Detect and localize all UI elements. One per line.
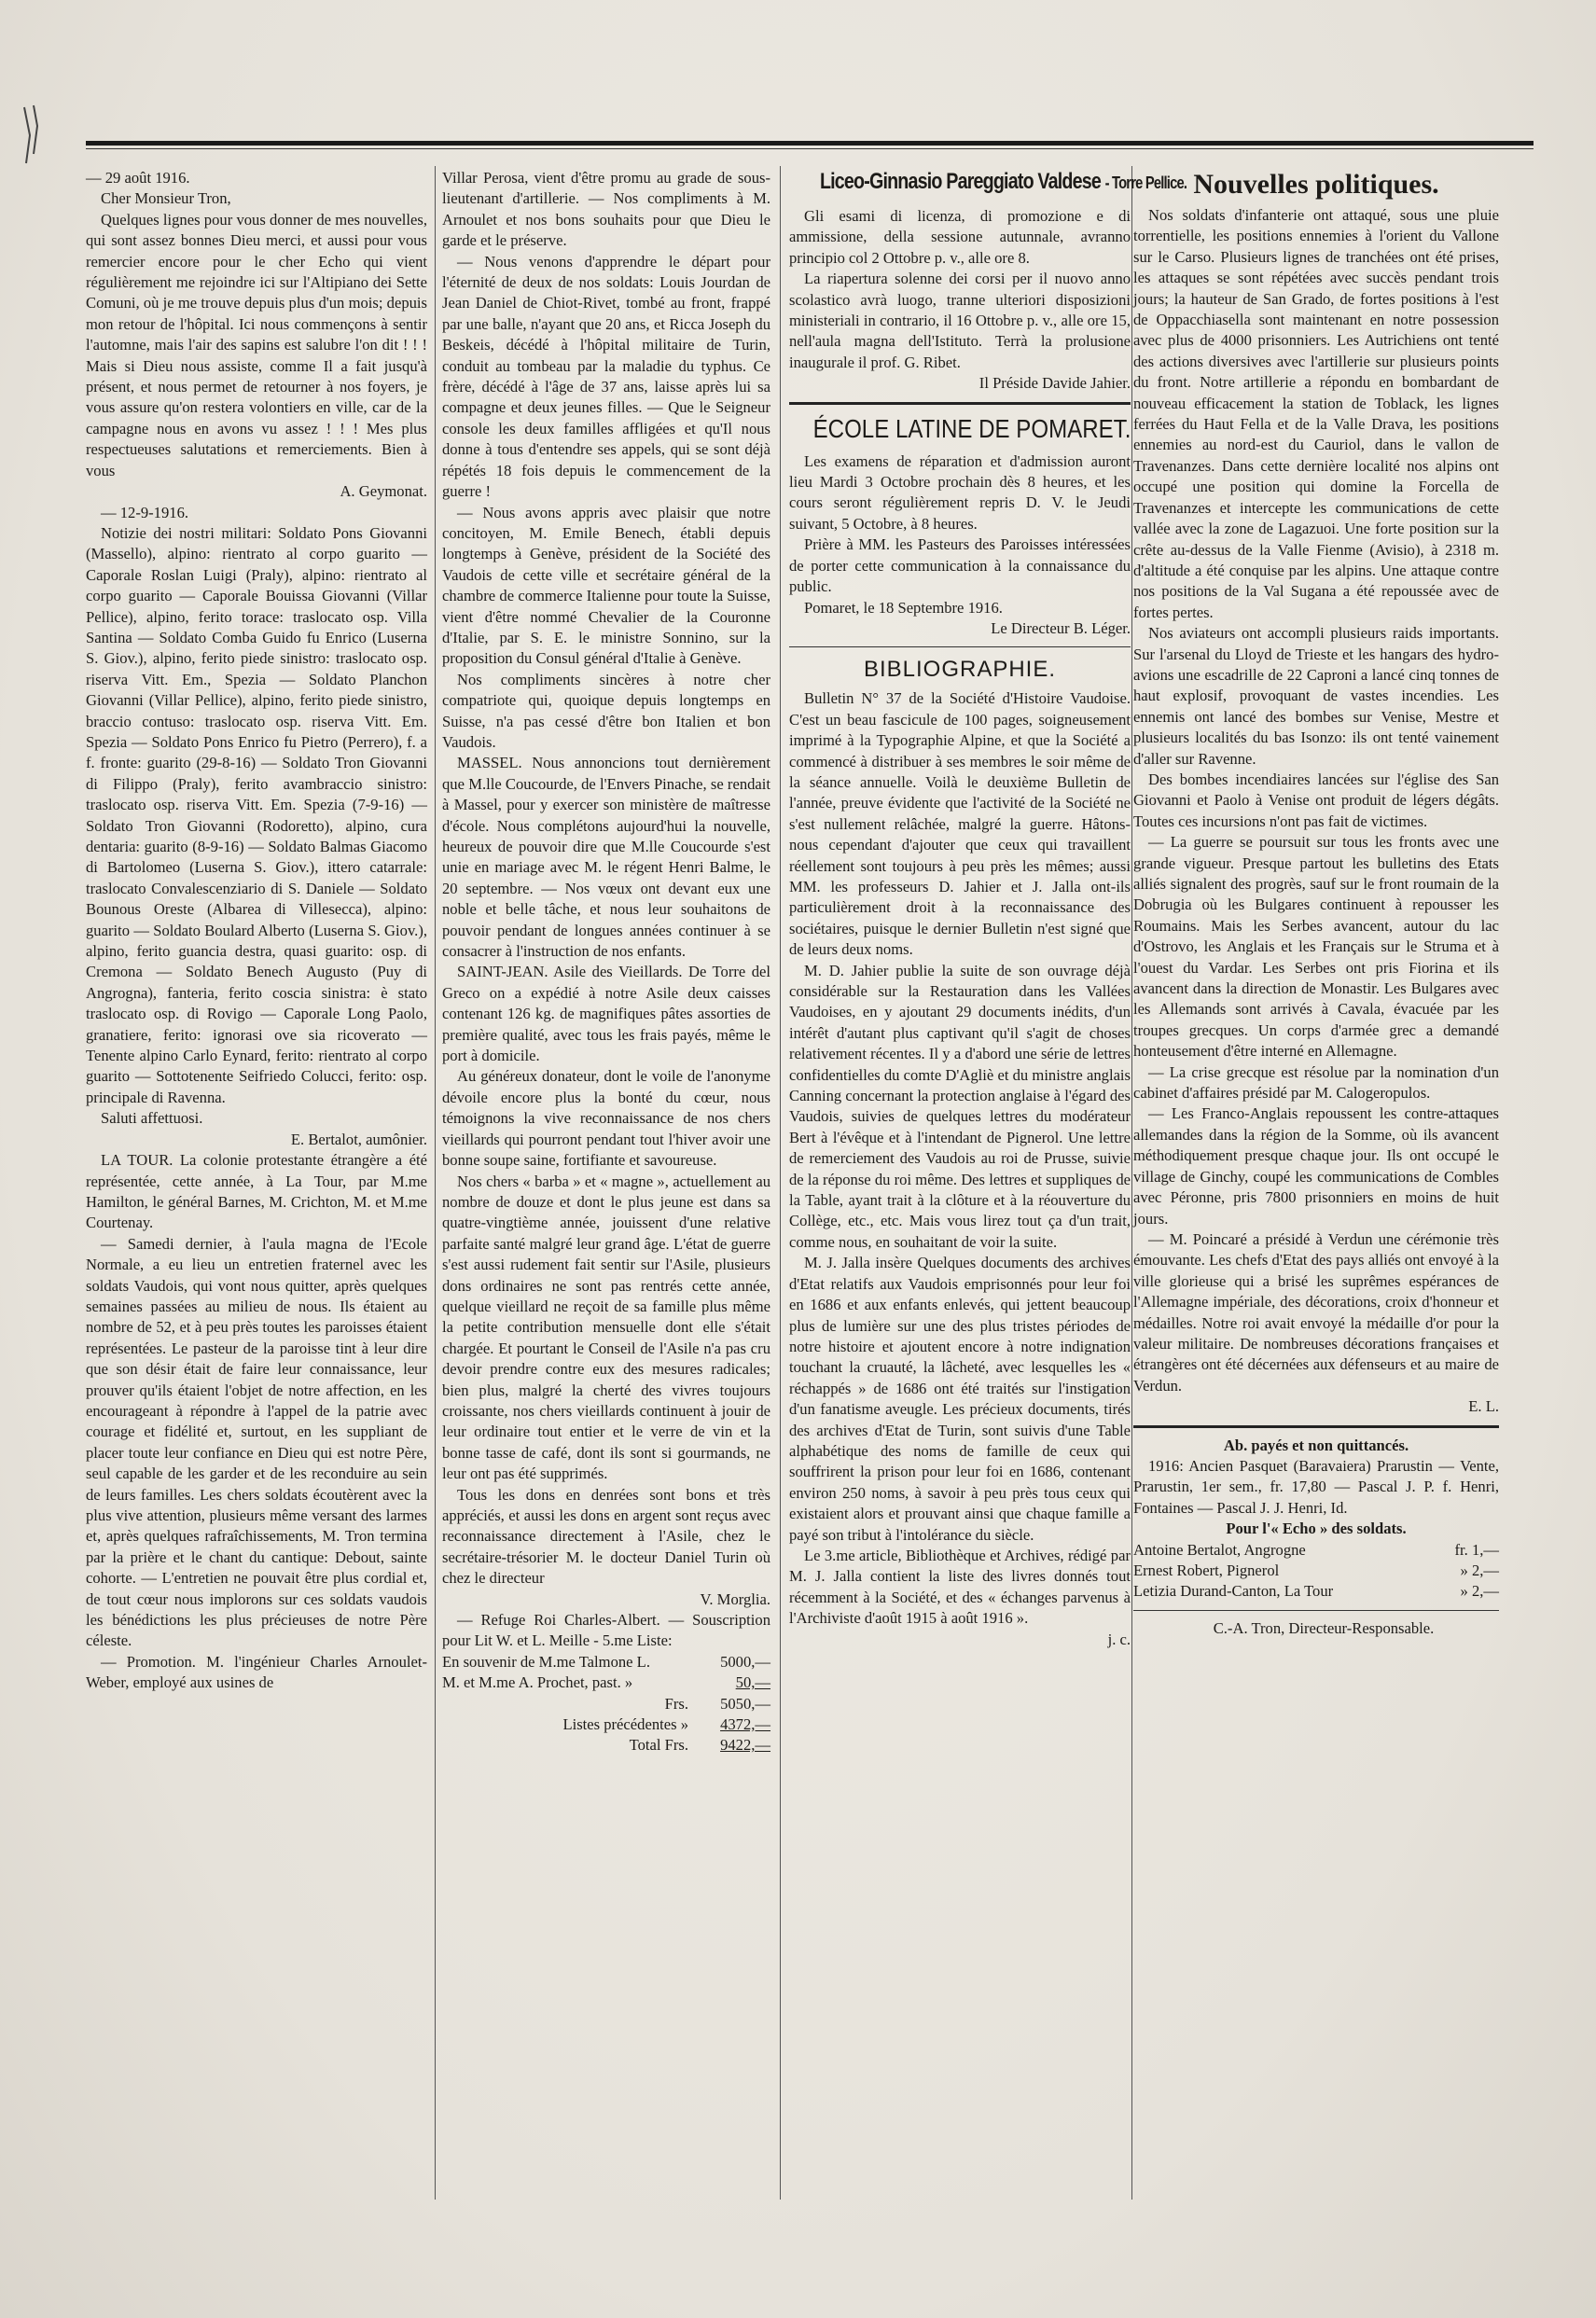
column-1	[86, 168, 427, 1694]
paragraph: Pomaret, le 18 Septembre 1916.	[804, 598, 1003, 617]
liceo-title: Liceo-Ginnasio Pareggiato Valdese	[819, 169, 1101, 194]
paragraph: — Samedi dernier, à l'aula magna de l'Ecole Normale, a eu lieu un entretien fraternel avec les soldats Vaudois, qui vont nous quitter, après quelques semaines passées au milieu de nous. Ils étaient au nombre de 52, et à peu près toutes les paroisses étaient représentées. Le pasteur de la paroisse tint à leur dire que son désir était de faire leur connaissance, leur prouver qu'ils étaient l'objet de notre affection, en les encourageant à répondre à l'appel de la patrie avec courage et fidélité et, surtout, en les suppliant de placer toute leur confiance en Dieu qui est notre Père, seul capable de les garder et de les reconduire au sein de leurs familles. Les chers soldats écoutèrent avec la plus vive attention, plusieurs même versant des larmes et, après quelques rafraîchissements, M. Tron termina par la prière et le chant du cantique: Debout, sainte cohorte. — L'entretien ne pouvait être plus cordial et, de tout cœur nous implorons sur ces soldats vaudois les bénédictions les plus précieuses de notre Père céleste.	[86, 1234, 427, 1650]
subscription-label: Frs.	[664, 1694, 688, 1713]
paragraph: Quelques lignes pour vous donner de mes nouvelles, qui sont assez bonnes Dieu merci, et aussi pour vous remercier encore pour le cher Echo qui vient régulièrement me rejoindre ici sur l'Altipiano dei Sette Comuni, où je me trouve depuis plus d'un mois; depuis mon retour de l'hôpital. Ici nous commençons à sentir l'automne, mais l'air des sapins est salubre l'on dit ! ! ! Mais si Dieu nous assiste, comme Il a fait jusqu'à présent, et nous permet de retourner à nos foyers, je vous assure qu'on restera volontiers en ville, car de la campagne nous en avons vu assez ! ! ! Mes plus respectueuses salutations et remerciements. Bien à vous	[86, 210, 427, 479]
nouvelles-text	[1133, 205, 1499, 1396]
column-separator	[435, 166, 436, 2200]
paragraph: Prière à MM. les Pasteurs des Paroisses intéressées de porter cette communication à la connaissance du public.	[789, 535, 1131, 596]
column-2	[442, 168, 770, 1756]
paragraph: Saluti affettuosi.	[101, 1109, 203, 1128]
paragraph: Le 3.me article, Bibliothèque et Archives, rédigé par M. J. Jalla contient la liste des livres donnés tout récemment à la Société, et des « échanges parvenus à l'Archiviste d'août 1915 à août 1916 ».	[789, 1546, 1131, 1628]
paragraph: Notizie dei nostri militari: Soldato Pons Giovanni (Massello), alpino: rientrato al corpo guarito — Caporale Roslan Luigi (Praly), alpino: rientrato al corpo guarito — Caporale Bouissa Giovanni (Villar Pellice), alpino, ferito torace: traslocato osp. Villa Santina — Soldato Comba Guido fu Enrico (Luserna S. Giov.), alpino, ferito piede sinistro: traslocato osp. riserva Vitt. Em., Spezia — Soldato Planchon Giovanni (Villar Pellice), alpino, ferito piede sinistro, braccio contuso: traslocato osp. riserva Vitt. Em. Spezia — Soldato Pons Enrico fu Pietro (Perrero), f. a f. fronte: guarito (29-8-16) — Soldato Tron Giovanni di Filippo (Praly), ferito avambraccio sinistro: traslocato osp. riserva Vitt. Em. Spezia (7-9-16) — Soldato Tron Giovanni (Rodoretto), alpino, cura dentaria: guarito (8-9-16) — Soldato Balmas Giacomo di Bartolomeo (Luserna S. Giov.), ittero catarrale: traslocato Convalescenziario di S. Daniele — Soldato Bounous Oreste (Albarea di Villesecca), alpino: guarito — Soldato Boulard Alberto (Luserna S. Giov.), alpino, ferito guancia destra, quasi guarito: osp. di Cremona — Soldato Benech Augusto (Puy di Angrogna), fanteria, ferito coscia sinistra: è stato traslocato osp. di Rovigo — Caporale Long Paolo, granatiere, ferito: ignorasi ove sia ricoverato — Tenente alpino Carlo Eynard, ferito: rientrato al corpo guarito — Sottotenente Seifriedo Colucci, ferito: osp. principale di Ravenna.	[86, 523, 427, 1106]
paragraph: Les examens de réparation et d'admission auront lieu Mardi 3 Octobre prochain dès 8 heures, et les cours seront régulièrement repris D. V. le Jeudi suivant, 5 Octobre, à 8 heures.	[789, 451, 1131, 533]
paragraph: Gli esami di licenza, di promozione e di ammissione, della sessione autunnale, avranno principio col 2 Ottobre p. v., alle ore 8.	[789, 207, 1131, 267]
nouvelles-signature: E. L.	[1468, 1397, 1499, 1416]
paragraph: — Nous avons appris avec plaisir que notre concitoyen, M. Emile Benech, établi depuis longtemps à Genève, président de la Société des Vaudois de cette ville et secrétaire général de la chambre de commerce Italienne pour toute la Suisse, vient d'être nommé Chevalier de la Couronne d'Italie, par S. E. le ministre Sonnino, sur la proposition du Consul général d'Italie à Genève.	[442, 503, 770, 668]
abonnements-text	[1133, 1456, 1499, 1519]
paragraph: Il Préside Davide Jahier.	[978, 374, 1131, 393]
paragraph: A. Geymonat.	[340, 482, 427, 501]
paragraph: — 12-9-1916.	[101, 503, 189, 521]
column-separator	[780, 166, 781, 2200]
echo-donation-row	[1133, 1561, 1499, 1581]
subscription-amount: 5000,—	[720, 1652, 770, 1671]
section-divider	[789, 402, 1131, 405]
section-divider	[789, 646, 1131, 647]
paragraph: Tous les dons en denrées sont bons et très appréciés, et aussi les dons en argent sont reçus avec reconnaissance directement à l'Asile, chez le secrétaire-trésorier M. le docteur Daniel Turin où chez le directeur	[442, 1485, 770, 1588]
paragraph: — M. Poincaré a présidé à Verdun une cérémonie très émouvante. Les chefs d'Etat des pays alliés ont envoyé à la ville glorieuse qui a brisé les suprêmes espérances de l'Allemagne impériale, des décorations, croix d'honneur et médailles. Notre roi avait envoyé la médaille d'or pour la valeur militaire. De nombreuses décorations françaises et étrangères ont été décernées aux défenseurs et au maire de Verdun.	[1133, 1229, 1499, 1395]
top-rule-thin	[86, 148, 1534, 149]
director-signature: C.-A. Tron, Directeur-Responsable.	[1213, 1618, 1435, 1637]
paragraph: Nos compliments sincères à notre cher compatriote qui, quoique depuis longtemps en Suisse, n'a pas cessé d'être bon Italien et bon Vaudois.	[442, 670, 770, 751]
subscription-row	[442, 1735, 770, 1756]
paragraph: Nos soldats d'infanterie ont attaqué, sous une pluie torrentielle, les positions ennemies à l'orient du Vallone sur le Carso. Plusieurs lignes de tranchées ont été prises, les attaques se sont répétées avec succès pendant trois jours; la hauteur de San Grado, de fortes positions à l'est de Oppacchiasella sont maintenant en notre possession avec plus de 4000 prisonniers. Les Autrichiens ont tenté des actions diversives avec l'artillerie sur plusieurs points du front. Notre artillerie a répondu en bombardant de nouveau efficacement la station de Toblack, les lignes ferrées du Haut Fella et de la Valle Drava, les positions ennemies au nord-est du Cauriol, dans le vallon de Travenanzes. Dans cette dernière localité nos alpins ont occupé une position qui domine la Forcella de Travenanzes et intercepte les communications de cette vallée avec la zone de Lagazuoi. Une forte position sur la crête au-dessus de la Valle Fienme (Avisio), à 2318 m. d'altitude a été conquise par les alpins. Une attaque contre nos positions de la Val Sugana a été repoussée avec de fortes pertes.	[1133, 206, 1499, 621]
donor-name: Antoine Bertalot, Angrogne	[1133, 1540, 1306, 1559]
paragraph: Cher Monsieur Tron,	[101, 189, 231, 208]
subscription-label: Total Frs.	[629, 1736, 688, 1755]
margin-pencil-mark	[17, 98, 50, 182]
paragraph: — La guerre se poursuit sur tous les fronts avec une grande vigueur. Presque partout les bulletins des Etats alliés signalent des progrès, sauf sur le front roumain de la Dobrugia où les Bulgares continuent à repousser les Roumains. Mais les Serbes avancent, autour du lac d'Ostrovo, les Anglais et les Français sur le Struma et à l'ouest du Vardar. Les Serbes ont pris Fiorina et ils avancent dans la direction de Monastir. Les Bulgares avec les Allemands sont arrivés à Cavala, évacuée par les troupes grecques. Un corps d'armée grec a demandé honteusement d'être interné en Allemagne.	[1133, 833, 1499, 1061]
echo-donations-list	[1133, 1540, 1499, 1603]
paragraph: Au généreux donateur, dont le voile de l'anonyme dévoile encore plus la bonté du cœur, nous témoignons la vive reconnaissance de nos chers vieillards qui pourront pendant tout l'hiver avoir une bonne soupe saine, fortifiante et savoureuse.	[442, 1067, 770, 1170]
paragraph: Nos aviateurs ont accompli plusieurs raids importants. Sur l'arsenal du Lloyd de Trieste et les hangars des hydro-avions une escadrille de 22 Caproni a lancé cinq tonnes de haut explosif, provoquant de vastes incendies. Les ennemis ont lancé des bombes sur Venise, Mestre et plusieurs localités du bas Isonzo: ils ont tenté vainement d'aller sur Ravenne.	[1133, 624, 1499, 768]
ecole-heading: ÉCOLE LATINE DE POMARET.	[812, 413, 1131, 443]
paragraph: M. D. Jahier publie la suite de son ouvrage déjà considérable sur la Restauration dans les Vallées Vaudoises, en y ajoutant 29 documents inédits, d'un intérêt d'autant plus captivant qu'il s'agit de choses relativement récentes. Il y a d'abord une série de lettres confidentielles du comte D'Agliè et du ministre anglais Canning concernant la protection anglaise à l'égard des Vaudois, suivies de quelques lettres du modérateur Bert à l'évêque et à l'intendant de Pignerol. Une lettre de remerciement des Vaudois au roi de Prusse, suivie de la réponse du roi même. Des lettres et suppliques de la Table, ayant trait à la clôture et à la réouverture du Collège, etc., etc. Mais vous lirez tout ça d'un trait, comme nous, en souhaitant de voir la suite.	[789, 961, 1131, 1251]
subscription-label: Listes précédentes »	[562, 1715, 688, 1734]
paragraph: — Refuge Roi Charles-Albert. — Souscription pour Lit W. et L. Meille - 5.me Liste:	[442, 1611, 770, 1650]
section-divider	[1133, 1425, 1499, 1428]
column-2-text	[442, 168, 770, 1652]
paragraph: LA TOUR. La colonie protestante étrangère a été représentée, cette année, à La Tour, par M.me Hamilton, le général Barnes, M. Crichton, M. et M.me Courtenay.	[86, 1151, 427, 1232]
paragraph: — 29 août 1916.	[86, 169, 190, 187]
nouvelles-heading: Nouvelles politiques.	[1193, 169, 1439, 200]
donor-name: Letizia Durand-Canton, La Tour	[1133, 1582, 1334, 1601]
paragraph: — Promotion. M. l'ingénieur Charles Arnoulet-Weber, employé aux usines de	[86, 1652, 427, 1692]
subscription-row	[442, 1673, 770, 1693]
paragraph: Villar Perosa, vient d'être promu au grade de sous-lieutenant d'artillerie. — Nos compliments à M. Arnoulet et nos bons souhaits pour que Dieu le garde et le préserve.	[442, 169, 770, 250]
subscription-amount: 4372,—	[720, 1715, 770, 1734]
liceo-heading	[819, 168, 1187, 197]
donation-amount: » 2,—	[1460, 1582, 1499, 1601]
subscription-row	[442, 1694, 770, 1714]
section-divider	[1133, 1610, 1499, 1611]
paragraph: — Les Franco-Anglais repoussent les contre-attaques allemandes dans la région de la Somme, où ils avancent méthodiquement presque chaque jour. Ils ont occupé le village de Ginchy, coupé les communications de Combles avec Péronne, pris 7800 prisonniers en moins de huit jours.	[1133, 1104, 1499, 1228]
column-4	[1133, 168, 1499, 1639]
subscription-list	[442, 1652, 770, 1756]
column-separator	[1131, 166, 1132, 2200]
subscription-row	[442, 1714, 770, 1735]
donation-amount: » 2,—	[1460, 1562, 1499, 1579]
paragraph: j. c.	[1107, 1630, 1131, 1648]
echo-donation-row	[1133, 1540, 1499, 1561]
abonnements-heading: Ab. payés et non quittancés.	[1223, 1436, 1409, 1454]
subscription-amount: 50,—	[735, 1673, 770, 1692]
echo-donation-row	[1133, 1581, 1499, 1602]
subscription-row	[442, 1652, 770, 1673]
liceo-text	[789, 206, 1131, 395]
paragraph: V. Morglia.	[700, 1589, 770, 1608]
paragraph: Le Directeur B. Léger.	[991, 618, 1131, 637]
paragraph: La riapertura solenne dei corsi per il nuovo anno scolastico avrà luogo, tranne ulteriori disposizioni ministeriali in contrario, il 16 Ottobre p. v., alle ore 15, nell'aula magna dell'Istituto. Terrà la prolusione inaugurale il prof. G. Ribet.	[789, 270, 1131, 371]
subscription-label: M. et M.me A. Prochet, past. »	[442, 1673, 633, 1692]
paragraph: Des bombes incendiaires lancées sur l'église des San Giovanni et Paolo à Venise ont produit de légers dégâts. Toutes ces incursions n'ont pas fait de victimes.	[1133, 770, 1499, 830]
paragraph: E. Bertalot, aumônier.	[290, 1130, 427, 1148]
donor-name: Ernest Robert, Pignerol	[1133, 1562, 1280, 1579]
subscription-amount: 9422,—	[720, 1736, 770, 1755]
top-rule	[86, 141, 1534, 146]
paragraph: MASSEL. Nous annoncions tout dernièrement que M.lle Coucourde, de l'Envers Pinache, se rendait à Massel, pour y exercer son ministère de maîtresse d'école. Nous complétons aujourd'hui la nouvelle, heureux de pouvoir dire que M.lle Coucourde s'est unie en mariage avec M. le régent Henri Balme, le 20 septembre. — Nos vœux ont devant eux une noble et belle tâche, et nous leur souhaitons de pouvoir pendant de longues années continuer à se consacrer à l'instruction de nos enfants.	[442, 754, 770, 961]
paragraph: Nos chers « barba » et « magne », actuellement au nombre de douze et dont le plus jeune est dans sa quatre-vingtième année, jouissent d'une relative parfaite santé malgré leur grand âge. L'état de guerre s'est aussi rudement fait sentir sur l'Asile, plusieurs dons ordinaires ne sont pas rentrés cette année, quelque vieillard ne reçoit de sa famille plus même la petite contribution mensuelle dont elle s'était chargée. Et pourtant le Conseil de l'Asile n'a pas cru devoir prendre contre eux des mesures radicales; bien plus, malgré la cherté des vivres toujours croissante, nos chers vieillards continuent à jouir de leur ordinaire tout entier et le verre de vin et la bonne tasse de café, dont ils sont si gourmands, ne leur ont pas été supprimés.	[442, 1172, 770, 1483]
column-3	[789, 168, 1187, 1650]
echo-heading: Pour l'« Echo » des soldats.	[1226, 1520, 1407, 1538]
paragraph: — La crise grecque est résolue par la nomination d'un cabinet d'affaires présidé par M. Calogeropulos.	[1133, 1062, 1499, 1103]
subscription-amount: 5050,—	[720, 1694, 770, 1713]
paragraph: 1916: Ancien Pasquet (Baravaiera) Prarustin — Vente, Prarustin, 1er sem., fr. 17,80 — Pascal J. P. f. Henri, Fontaines — Pascal J. J. Henri, Id.	[1133, 1456, 1499, 1517]
paragraph: Bulletin N° 37 de la Société d'Histoire Vaudoise. C'est un beau fascicule de 100 pages, soigneusement imprimé à la Typographie Alpine, et que la Société a commencé à distribuer à ses membres le soir même de la séance annuelle. Voilà le deuxième Bulletin de l'année, preuve évidente que l'activité de la Société ne s'est nullement relâchée, malgré la guerre. Hâtons-nous cependant d'ajouter que ceux qui travaillent réellement sont toujours à peu près les mêmes; aussi MM. les professeurs D. Jahier et J. Jalla ont-ils particulièrement droit à la reconnaissance des sociétaires, puisque le dernier Bulletin n'est signé que de leurs deux noms.	[789, 689, 1131, 959]
donation-amount: fr. 1,—	[1454, 1540, 1499, 1559]
biblio-heading: BIBLIOGRAPHIE.	[863, 657, 1057, 683]
liceo-place: - Torre Pellice.	[1104, 174, 1187, 192]
subscription-label: En souvenir de M.me Talmone L.	[442, 1652, 650, 1671]
paragraph: M. J. Jalla insère Quelques documents des archives d'Etat relatifs aux Vaudois emprisonnés pour leur foi en 1686 et aux enfants enlevés, qui jettent beaucoup plus de lumière sur une des plus tristes périodes de notre histoire et ajoutent encore à notre indignation touchant la cruauté, la lâcheté, avec lesquelles les « réchappés » de 1686 ont été traités sur l'instigation d'un fanatisme aveugle. Les précieux documents, tirés des archives d'Etat de Turin, sont suivis d'une Table alphabétique des noms de famille de ceux qui souffrirent la prison pour leur foi en 1686, contenant environ 250 noms, à savoir à peu près tous ceux qui existaient alors et prouvant ainsi que chaque famille a payé son tribut à l'intolérance du siècle.	[789, 1254, 1131, 1544]
paragraph: — Nous venons d'apprendre le départ pour l'éternité de deux de nos soldats: Louis Jourdan de Jean Daniel de Chiot-Rivet, tombé au front, frappé par une balle, n'ayant que 20 ans, et Ricca Joseph du Beskeis, décédé à l'hôpital militaire de Turin, conduit au tombeau par la maladie du typhus. Ce frère, décédé à l'âge de 37 ans, laisse après lui sa compagne et deux jeunes filles. — Que le Seigneur console les deux familles affligées et qu'Il nous donne à tous d'entendre ses appels, qui se sont déjà répétés 18 fois depuis le commencement de la guerre !	[442, 252, 770, 501]
paragraph: SAINT-JEAN. Asile des Vieillards. De Torre del Greco on a expédié à notre Asile deux caisses contenant 126 kg. de magnifiques pâtes assorties de première qualité, avec tous les frais payés, même le port à domicile.	[442, 963, 770, 1065]
biblio-text	[789, 688, 1131, 1650]
ecole-text	[789, 451, 1131, 640]
